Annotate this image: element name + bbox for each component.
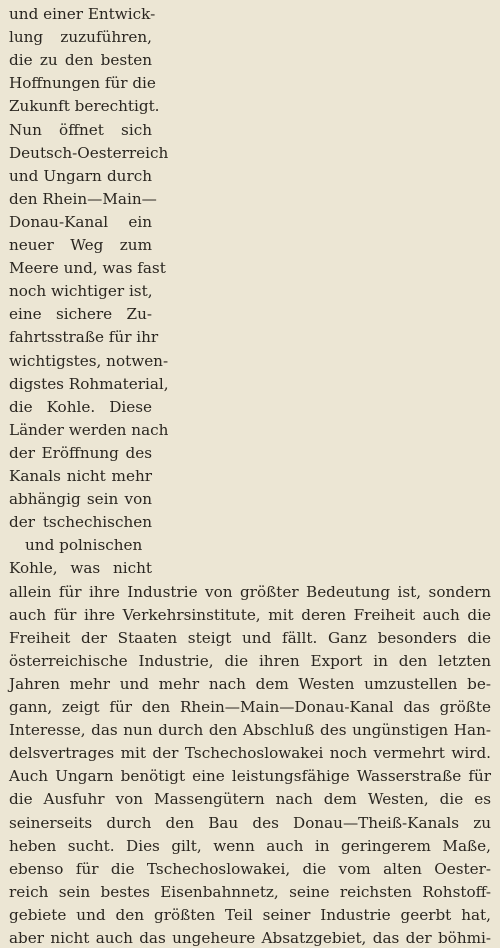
text-line: Länder werden nach	[9, 420, 169, 439]
text-line: Kohle, was nicht	[9, 559, 152, 578]
text-line: österreichische Industrie, die ihren Export in den letzten	[9, 651, 491, 670]
text-line: delsvertrages mit der Tschechoslowakei noch vermehrt wird.	[9, 744, 491, 763]
text-line: und einer Entwick-	[9, 5, 156, 23]
text-line: den Rhein—Main—	[9, 189, 157, 208]
text-line: Donau-Kanal ein	[9, 212, 152, 231]
text-line: der tschechischen	[9, 513, 152, 532]
text-line: seinerseits durch den Bau des Donau—Theiß-Kanals zu	[9, 813, 491, 832]
text-line: Kanals nicht mehr	[9, 467, 152, 485]
text-line: die Ausfuhr von Massengütern nach dem Westen, die es	[9, 790, 491, 809]
text-line: digstes Rohmaterial,	[9, 374, 169, 393]
text-line: die zu den besten	[9, 51, 152, 70]
text-line: allein für ihre Industrie von größter Bedeutung ist, sondern	[9, 582, 491, 601]
text-line: Auch Ungarn benötigt eine leistungsfähige Wasserstraße für	[9, 767, 491, 786]
text-line: Jahren mehr und mehr nach dem Westen umzustellen be-	[9, 674, 491, 693]
text-line: lung zuzuführen,	[9, 28, 152, 47]
text-line: wichtigstes, notwen-	[9, 351, 169, 370]
text-line: noch wichtiger ist,	[9, 282, 153, 301]
text-line: aber nicht auch das ungeheure Absatzgebiet, das der böhmi-	[9, 929, 491, 947]
text-line: fahrtsstraße für ihr	[9, 328, 159, 347]
text-line: ebenso für die Tschechoslowakei, die vom alten Oester-	[9, 859, 491, 878]
text-line: eine sichere Zu-	[9, 305, 152, 324]
text-line: reich sein bestes Eisenbahnnetz, seine reichsten Rohstoff-	[9, 882, 491, 901]
text-line: Hoffnungen für die	[9, 74, 156, 93]
text-line: Deutsch-Oesterreich	[9, 143, 169, 162]
text-line: Zukunft berechtigt.	[9, 97, 160, 116]
text-line: abhängig sein von	[9, 490, 152, 509]
text-line: neuer Weg zum	[9, 236, 152, 254]
text-line: auch für ihre Verkehrsinstitute, mit deren Freiheit auch die	[9, 605, 491, 624]
text-line: gebiete und den größten Teil seiner Industrie geerbt hat,	[9, 905, 491, 924]
text-line: Nun öffnet sich	[9, 120, 152, 139]
text-line: heben sucht. Dies gilt, wenn auch in geringerem Maße,	[9, 836, 491, 855]
text-line: Freiheit der Staaten steigt und fällt. Ganz besonders die	[9, 628, 491, 647]
text-line: die Kohle. Diese	[9, 397, 152, 416]
text-line: Meere und, was fast	[9, 259, 166, 278]
text-line: Interesse, das nun durch den Abschluß des ungünstigen Han-	[9, 721, 491, 740]
text-line: und polnischen	[25, 536, 143, 555]
text-line: der Eröffnung des	[9, 443, 152, 462]
text-line: und Ungarn durch	[9, 166, 152, 185]
text-line: gann, zeigt für den Rhein—Main—Donau-Kanal das größte	[9, 698, 491, 716]
